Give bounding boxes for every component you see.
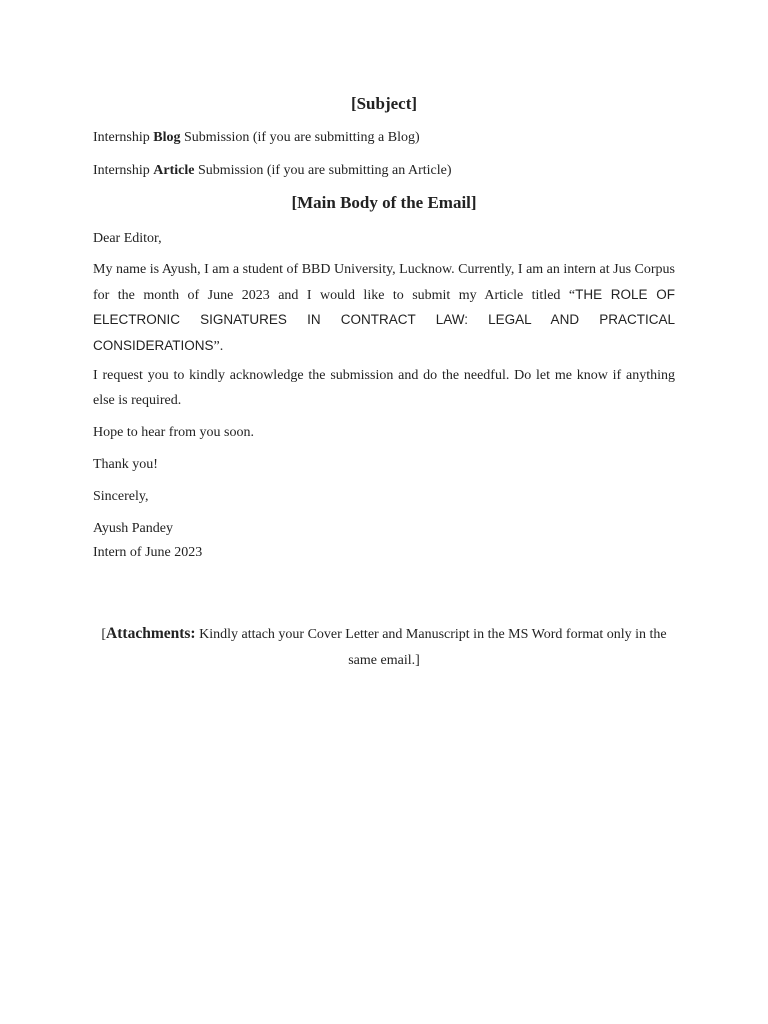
- attachments-text: Kindly attach your Cover Letter and Manuscript in the MS Word format only in the same email.]: [195, 627, 667, 668]
- subject-line-article: [93, 161, 675, 181]
- subject-line-blog: [93, 128, 675, 148]
- request-paragraph: I request you to kindly acknowledge the submission and do the needful. Do let me know if anything else is required.: [93, 368, 675, 408]
- sender-role: Intern of June 2023: [93, 545, 203, 560]
- subject-line-keyword: Article: [153, 163, 195, 178]
- subject-heading: [Subject]: [350, 94, 418, 113]
- intro-paragraph: [93, 258, 675, 359]
- intro-end: ”.: [213, 338, 224, 354]
- intro-text: My name is Ayush, I am a student of BBD University, Lucknow. Currently, I am an intern at Jus Corpus for the month of June 2023 and I would like to submit my Article titled “: [93, 262, 675, 303]
- main-body-heading: [Main Body of the Email]: [291, 193, 477, 212]
- subject-line-suffix: Submission (if you are submitting a Blog): [180, 130, 420, 145]
- salutation: Dear Editor,: [93, 231, 162, 246]
- sender-name: Ayush Pandey: [93, 521, 173, 536]
- subject-line-prefix: Internship: [93, 130, 154, 145]
- subject-line-suffix: Submission (if you are submitting an Article): [194, 163, 452, 178]
- attachments-note: [93, 621, 675, 674]
- article-title: THE ROLE OF ELECTRONIC SIGNATURES IN CONTRACT LAW: LEGAL AND PRACTICAL CONSIDERATIONS: [93, 286, 675, 353]
- closing-line-hope: Hope to hear from you soon.: [93, 425, 254, 440]
- closing-line-thanks: Thank you!: [93, 457, 158, 472]
- attachments-label: Attachments:: [106, 625, 196, 642]
- subject-line-keyword: Blog: [153, 130, 181, 145]
- attachments-bracket: [: [101, 627, 107, 642]
- signoff: Sincerely,: [93, 489, 149, 504]
- subject-line-prefix: Internship: [93, 163, 154, 178]
